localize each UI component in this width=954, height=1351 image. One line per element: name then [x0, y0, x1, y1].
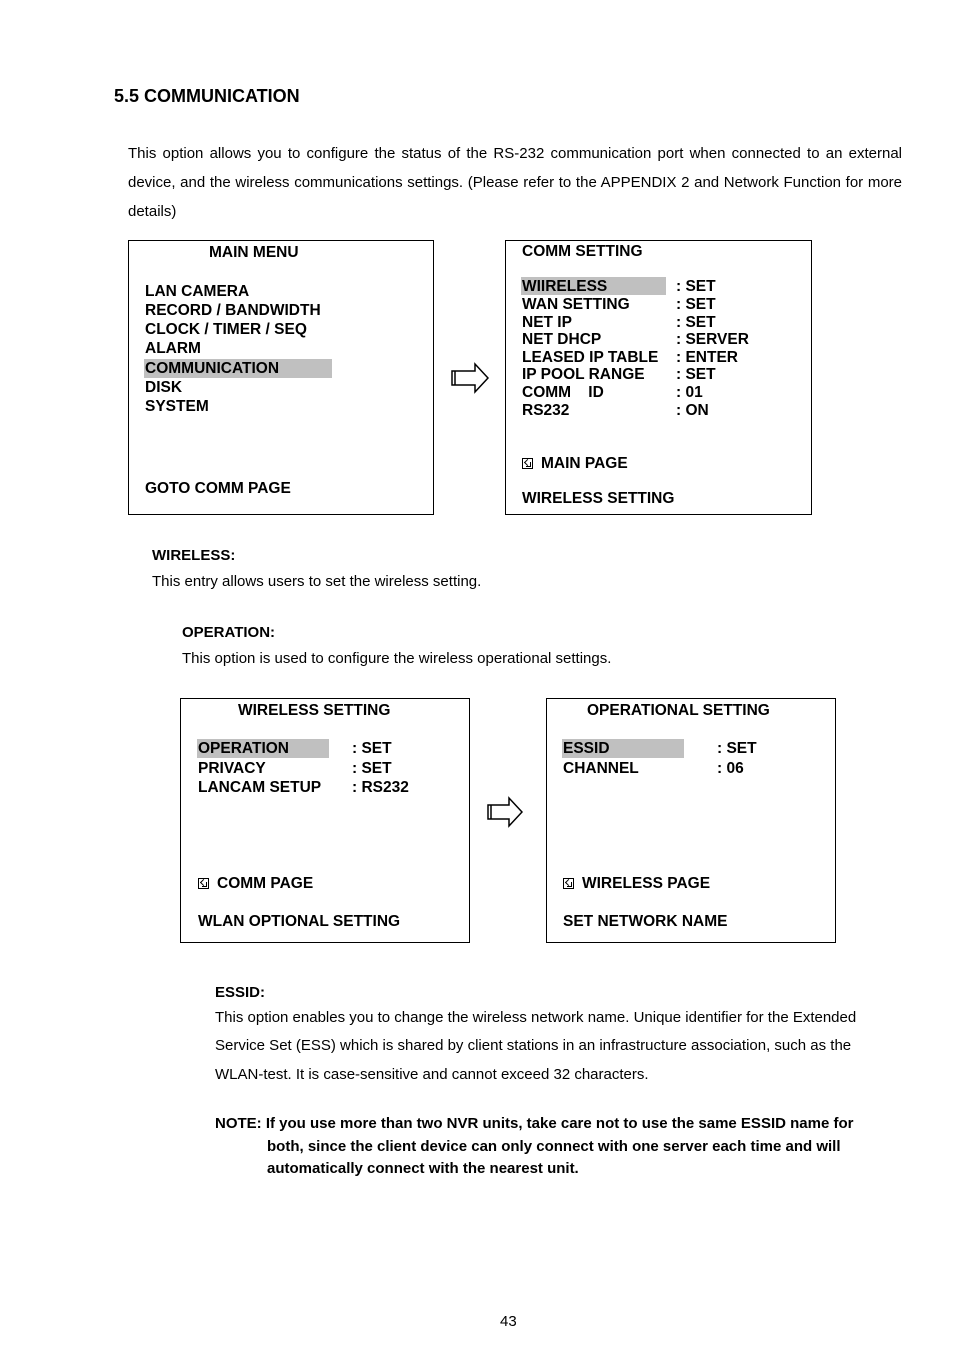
back-link-label: COMM PAGE: [217, 875, 314, 892]
comm-row-label[interactable]: COMM ID: [522, 384, 604, 401]
page-number: 43: [500, 1313, 517, 1330]
wireless-row-value: : RS232: [352, 779, 409, 796]
wireless-setting-panel: [180, 698, 470, 943]
wireless-heading: WIRELESS:: [152, 547, 236, 564]
essid-text-line: This option enables you to change the wireless network name. Unique identifier for the Extended: [215, 1009, 857, 1026]
back-link-label: WIRELESS PAGE: [582, 875, 711, 892]
comm-row-label[interactable]: NET IP: [522, 314, 572, 331]
comm-row-label[interactable]: RS232: [522, 402, 570, 419]
essid-text-line: Service Set (ESS) which is shared by client stations in an infrastructure association, such as the: [215, 1037, 852, 1054]
wireless-row-label[interactable]: PRIVACY: [198, 760, 266, 777]
operation-heading: OPERATION:: [182, 624, 276, 641]
operational-setting-footer: SET NETWORK NAME: [563, 913, 728, 930]
back-link-comm-page[interactable]: [198, 875, 313, 893]
comm-row-label[interactable]: WIIRELESS: [522, 278, 608, 295]
comm-row-label[interactable]: LEASED IP TABLE: [522, 349, 659, 366]
right-arrow-icon: [487, 796, 523, 828]
operational-setting-title: OPERATIONAL SETTING: [587, 702, 770, 719]
comm-row-label[interactable]: IP POOL RANGE: [522, 366, 645, 383]
comm-row-value: : SET: [676, 366, 716, 383]
menu-item-lan-camera[interactable]: LAN CAMERA: [145, 283, 250, 300]
menu-item-clock-timer-seq[interactable]: CLOCK / TIMER / SEQ: [145, 321, 307, 338]
section-title: 5.5 COMMUNICATION: [114, 86, 300, 106]
menu-item-system[interactable]: SYSTEM: [145, 398, 209, 415]
operation-text: This option is used to configure the wireless operational settings.: [182, 650, 612, 667]
note-line: automatically connect with the nearest unit.: [267, 1160, 579, 1177]
wireless-setting-title: WIRELESS SETTING: [238, 702, 391, 719]
back-icon: [522, 458, 533, 469]
comm-row-value: : 01: [676, 384, 703, 401]
operational-row-value: : 06: [717, 760, 744, 777]
right-arrow-icon: [451, 362, 489, 394]
essid-heading: ESSID:: [215, 984, 266, 1001]
operational-setting-panel: [546, 698, 836, 943]
back-link-wireless-page[interactable]: [563, 875, 710, 893]
comm-row-label[interactable]: NET DHCP: [522, 331, 602, 348]
operational-row-label[interactable]: ESSID: [563, 740, 610, 757]
back-icon: [563, 878, 574, 889]
note-line: NOTE: If you use more than two NVR units, take care not to use the same ESSID name for: [215, 1115, 854, 1132]
comm-row-value: : SET: [676, 278, 716, 295]
comm-row-label[interactable]: WAN SETTING: [522, 296, 630, 313]
main-menu-footer: GOTO COMM PAGE: [145, 480, 291, 497]
comm-row-value: : ON: [676, 402, 709, 419]
comm-setting-footer: WIRELESS SETTING: [522, 490, 675, 507]
wireless-row-value: : SET: [352, 760, 392, 777]
main-menu-title: MAIN MENU: [209, 244, 299, 261]
essid-text-line: WLAN-test. It is case-sensitive and cannot exceed 32 characters.: [215, 1066, 649, 1083]
note-line: both, since the client device can only connect with one server each time and will: [267, 1138, 841, 1155]
wireless-text: This entry allows users to set the wireless setting.: [152, 573, 482, 590]
menu-item-disk[interactable]: DISK: [145, 379, 183, 396]
wireless-row-value: : SET: [352, 740, 392, 757]
wireless-row-label[interactable]: LANCAM SETUP: [198, 779, 322, 796]
menu-item-record-bandwidth[interactable]: RECORD / BANDWIDTH: [145, 302, 321, 319]
comm-row-value: : SERVER: [676, 331, 749, 348]
wireless-row-label[interactable]: OPERATION: [198, 740, 289, 757]
comm-setting-title: COMM SETTING: [522, 243, 643, 260]
wireless-setting-footer: WLAN OPTIONAL SETTING: [198, 913, 401, 930]
comm-row-value: : SET: [676, 296, 716, 313]
comm-row-value: : SET: [676, 314, 716, 331]
comm-row-value: : ENTER: [676, 349, 738, 366]
operational-row-label[interactable]: CHANNEL: [563, 760, 639, 777]
menu-item-alarm[interactable]: ALARM: [145, 340, 201, 357]
operational-row-value: : SET: [717, 740, 757, 757]
back-icon: [198, 878, 209, 889]
intro-paragraph: This option allows you to configure the status of the RS-232 communication port when connected to an external device, and the wireless communications settings. (Please refer to the APPENDIX 2 and Network Function for more details): [128, 145, 902, 220]
back-link-main-page[interactable]: [522, 455, 628, 473]
menu-item-communication[interactable]: COMMUNICATION: [145, 360, 280, 377]
back-link-label: MAIN PAGE: [541, 455, 628, 472]
